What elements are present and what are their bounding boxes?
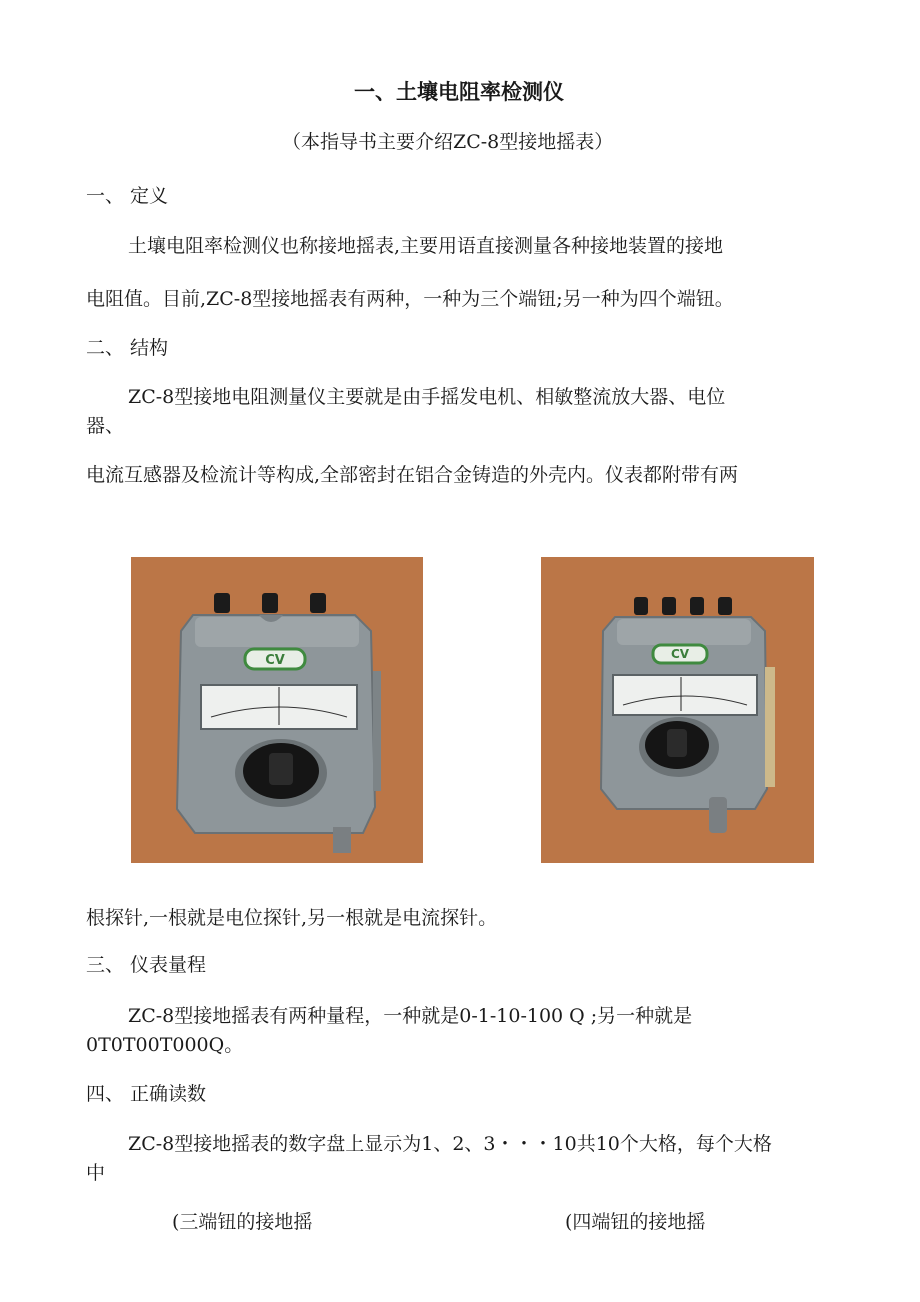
paragraph-1-line-2: 电阻值。目前,ZC-8型接地摇表有两种，一种为三个端钮;另一种为四个端钮。 (86, 288, 734, 310)
caption-right: (四端钮的接地摇 (565, 1211, 706, 1233)
paragraph-2-line-1-wrap: 器、 (86, 415, 125, 437)
svg-text:CV: CV (265, 653, 285, 668)
document-subtitle: （本指导书主要介绍ZC-8型接地摇表） (282, 131, 614, 153)
svg-text:CV: CV (670, 647, 690, 661)
three-terminal-tester-photo (131, 557, 423, 863)
paragraph-2-line-1: ZC-8型接地电阻测量仪主要就是由手摇发电机、相敏整流放大器、电位 (128, 386, 726, 408)
document-title: 一、土壤电阻率检测仪 (354, 79, 564, 104)
paragraph-3-line-1: ZC-8型接地摇表有两种量程，一种就是0-1-10-100 Q ;另一种就是 (128, 1005, 693, 1027)
section-2-heading: 二、 结构 (86, 337, 169, 359)
section-1-heading: 一、 定义 (86, 185, 169, 207)
paragraph-2-line-3: 根探针,一根就是电位探针,另一根就是电流探针。 (86, 907, 498, 929)
paragraph-3-line-2: 0T0T00T000Q。 (86, 1034, 244, 1056)
paragraph-2-line-2: 电流互感器及检流计等构成,全部密封在铝合金铸造的外壳内。仪表都附带有两 (86, 464, 739, 486)
paragraph-1-line-1: 土壤电阻率检测仪也称接地摇表,主要用语直接测量各种接地装置的接地 (128, 235, 724, 257)
paragraph-4-line-1-wrap: 中 (86, 1162, 106, 1184)
four-terminal-tester-photo (541, 557, 814, 863)
caption-left: (三端钮的接地摇 (172, 1211, 313, 1233)
section-4-heading: 四、 正确读数 (86, 1083, 207, 1105)
paragraph-4-line-1: ZC-8型接地摇表的数字盘上显示为1、2、3・・・10共10个大格，每个大格 (128, 1133, 772, 1155)
section-3-heading: 三、 仪表量程 (86, 954, 207, 976)
